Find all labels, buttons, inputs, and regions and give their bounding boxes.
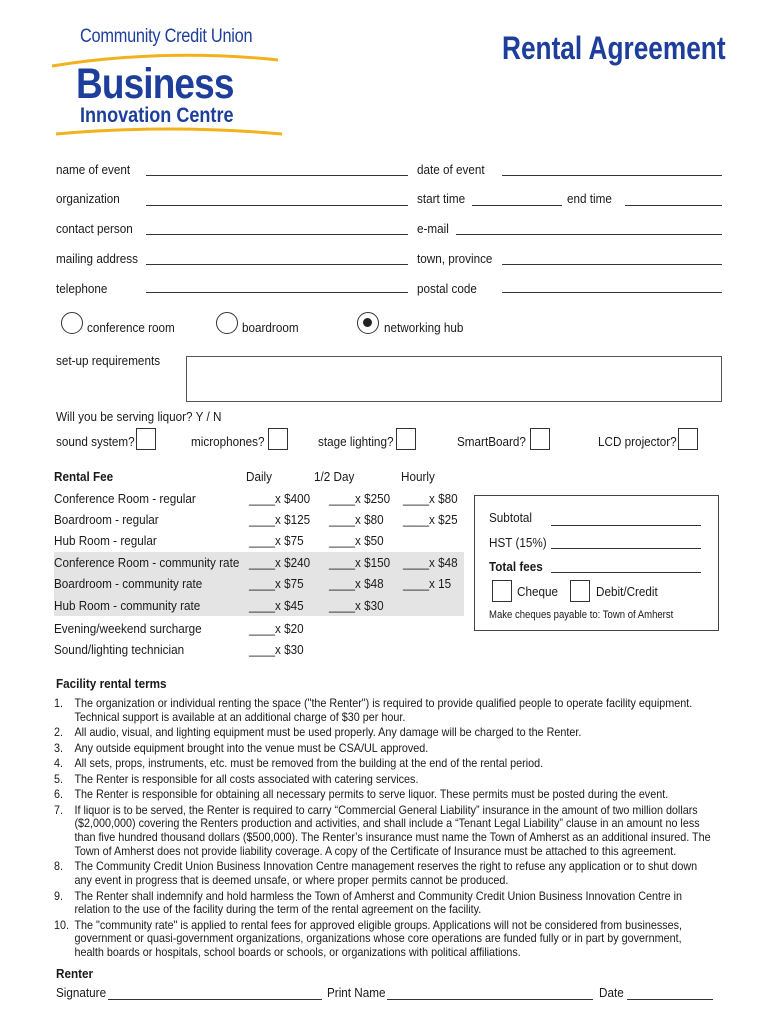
town-province-label: town, province (417, 251, 493, 266)
date-of-event-field[interactable] (502, 175, 722, 176)
equipment-label: sound system? (56, 434, 135, 449)
terms-item (54, 742, 713, 756)
fee-header-daily: Daily (246, 469, 273, 484)
print-name-label: Print Name (327, 985, 386, 1000)
terms-heading: Facility rental terms (56, 676, 167, 691)
terms-item-number: 9. (54, 889, 63, 903)
fee-daily: ____x $125 (249, 512, 311, 527)
email-field[interactable] (456, 234, 722, 235)
setup-requirements-field[interactable] (186, 356, 722, 402)
date-of-event-label: date of event (417, 162, 485, 177)
fee-name: Hub Room - community rate (54, 598, 201, 613)
payable-note: Make cheques payable to: Town of Amherst (489, 609, 674, 621)
print-name-field[interactable] (387, 999, 593, 1000)
terms-item-number: 8. (54, 860, 63, 874)
fee-name: Hub Room - regular (54, 533, 157, 548)
terms-item (54, 890, 713, 917)
terms-item-number: 1. (54, 697, 63, 710)
signature-label: Signature (56, 985, 107, 1000)
terms-item (54, 860, 713, 887)
terms-item-text: The Renter is responsible for obtaining all necessary permits to serve liquor. These permits must be posted during the event. (74, 788, 669, 802)
telephone-label: telephone (56, 281, 108, 296)
fee-daily: ____x $400 (249, 491, 311, 506)
fee-daily: ____x $45 (249, 598, 304, 613)
total-fees-field[interactable] (551, 572, 701, 573)
equipment-label: SmartBoard? (457, 434, 526, 449)
postal-code-field[interactable] (502, 292, 722, 293)
fee-name: Sound/lighting technician (54, 642, 185, 657)
logo-wordmark: Business (76, 60, 234, 108)
room-option-label: boardroom (242, 320, 299, 335)
equipment-label: microphones? (191, 434, 265, 449)
fee-name: Conference Room - community rate (54, 555, 240, 570)
mailing-address-field[interactable] (146, 264, 408, 265)
mailing-address-label: mailing address (56, 251, 138, 266)
terms-item-text: The "community rate" is applied to rental fees for approved eligible groups. Applications will not be considered from businesses, government or quasi-government organizations, organizations whose core operations are funded fully or in part by government, health boards or hospitals, school boards or schools, or organizations with political affiliations. (74, 918, 683, 960)
fee-half-day: ____x $30 (329, 598, 384, 613)
fee-daily: ____x $30 (249, 642, 304, 657)
fee-half-day: ____x $150 (329, 555, 391, 570)
equipment-label: LCD projector? (598, 434, 677, 449)
terms-item-text: The Renter shall indemnify and hold harmless the Town of Amherst and Community Credit Union Business Innovation Centre in relation to the use of the facility during the term of the rental agreement on the facility. (74, 889, 682, 917)
email-label: e-mail (417, 221, 449, 236)
terms-item (54, 726, 713, 740)
terms-item (54, 788, 713, 802)
contact-person-field[interactable] (146, 234, 408, 235)
equipment-label: stage lighting? (318, 434, 394, 449)
fee-hourly: ____x $25 (403, 512, 458, 527)
fee-hourly: ____x $80 (403, 491, 458, 506)
debit-credit-label: Debit/Credit (596, 584, 658, 599)
logo-top-line: Community Credit Union (80, 26, 253, 47)
stage-lighting-checkbox[interactable] (396, 428, 416, 450)
fee-half-day: ____x $48 (329, 576, 384, 591)
hst-label: HST (15%) (489, 535, 547, 550)
terms-item (54, 919, 713, 960)
fee-daily: ____x $20 (249, 621, 304, 636)
date-field[interactable] (627, 999, 713, 1000)
radio-networking-hub[interactable] (357, 312, 379, 334)
start-time-field[interactable] (472, 205, 562, 206)
fee-header-name: Rental Fee (54, 469, 114, 484)
fee-daily: ____x $75 (249, 576, 304, 591)
cheque-checkbox[interactable] (492, 580, 512, 602)
lcd-projector-checkbox[interactable] (678, 428, 698, 450)
terms-item-number: 2. (54, 726, 63, 740)
sound-system-checkbox[interactable] (136, 428, 156, 450)
signature-field[interactable] (108, 999, 322, 1000)
terms-item-text: Any outside equipment brought into the venue must be CSA/UL approved. (74, 741, 429, 755)
fee-name: Boardroom - regular (54, 512, 159, 527)
end-time-label: end time (567, 191, 612, 206)
date-label: Date (599, 985, 624, 1000)
fee-name: Evening/weekend surcharge (54, 621, 202, 636)
terms-item-number: 4. (54, 757, 63, 771)
terms-item-text: All sets, props, instruments, etc. must be removed from the building at the end of the rental period. (74, 757, 544, 771)
terms-item-text: The organization or individual renting the space ("the Renter") is required to provide qualified people to operate facility equipment. Technical support is available at an additional charge of $30 per hour. (74, 697, 693, 724)
fee-hourly: ____x $48 (403, 555, 458, 570)
terms-item-number: 7. (54, 803, 63, 817)
organization-label: organization (56, 191, 120, 206)
fee-half-day: ____x $250 (329, 491, 391, 506)
organization-field[interactable] (146, 205, 408, 206)
terms-item (54, 697, 713, 724)
terms-item-number: 6. (54, 788, 63, 802)
fee-daily: ____x $75 (249, 533, 304, 548)
fee-name: Boardroom - community rate (54, 576, 203, 591)
terms-list (54, 697, 714, 962)
start-time-label: start time (417, 191, 466, 206)
subtotal-field[interactable] (551, 525, 701, 526)
smartboard-checkbox[interactable] (530, 428, 550, 450)
cheque-label: Cheque (517, 584, 558, 599)
end-time-field[interactable] (625, 205, 722, 206)
subtotal-label: Subtotal (489, 510, 532, 525)
terms-item (54, 804, 713, 859)
terms-item-text: The Community Credit Union Business Innovation Centre management reserves the right to refuse any application or to shut down any event in progress that is deemed unsafe, or where proper permits cannot be produced. (74, 860, 698, 888)
room-option-label: conference room (87, 320, 175, 335)
renter-heading: Renter (56, 966, 94, 981)
terms-item-number: 3. (54, 741, 63, 755)
fee-header-half-day: 1/2 Day (314, 469, 355, 484)
terms-item (54, 757, 713, 771)
terms-item-text: The Renter is responsible for all costs associated with catering services. (74, 772, 419, 786)
fee-hourly: ____x 15 (403, 576, 452, 591)
fee-name: Conference Room - regular (54, 491, 196, 506)
name-of-event-label: name of event (56, 162, 131, 177)
setup-requirements-label: set-up requirements (56, 353, 161, 368)
postal-code-label: postal code (417, 281, 477, 296)
hst-field[interactable] (551, 548, 701, 549)
name-of-event-field[interactable] (146, 175, 408, 176)
radio-boardroom[interactable] (216, 312, 238, 334)
terms-item-number: 10. (54, 918, 69, 932)
microphones-checkbox[interactable] (268, 428, 288, 450)
terms-item-text: If liquor is to be served, the Renter is required to carry “Commercial General Liability” insurance in the amount of two million dollars ($2,000,000) covering the Renters production and activities, and shall include a “Tenant Legal Liability” clause in an amount no less than five hundred thousand dollars ($500,000). The Renter’s insurance must name the Town of Amherst as an additional insured. The Town of Amherst does not provide liability coverage. A copy of the Certificate of Insurance must be attached to this agreement. (74, 803, 711, 858)
terms-item (54, 773, 713, 787)
fee-daily: ____x $240 (249, 555, 311, 570)
contact-person-label: contact person (56, 221, 133, 236)
terms-item-number: 5. (54, 772, 63, 786)
fee-half-day: ____x $50 (329, 533, 384, 548)
liquor-question: Will you be serving liquor? Y / N (56, 409, 222, 424)
terms-item-text: All audio, visual, and lighting equipment must be used properly. Any damage will be charged to the Renter. (74, 726, 582, 740)
debit-credit-checkbox[interactable] (570, 580, 590, 602)
logo-swoosh-bottom (54, 122, 284, 138)
radio-conference-room[interactable] (61, 312, 83, 334)
telephone-field[interactable] (146, 292, 408, 293)
logo-subline: Innovation Centre (80, 104, 234, 127)
fee-half-day: ____x $80 (329, 512, 384, 527)
total-fees-label: Total fees (489, 559, 543, 574)
page-title: Rental Agreement (502, 30, 726, 66)
town-province-field[interactable] (502, 264, 722, 265)
fee-header-hourly: Hourly (401, 469, 435, 484)
room-option-label: networking hub (384, 320, 464, 335)
